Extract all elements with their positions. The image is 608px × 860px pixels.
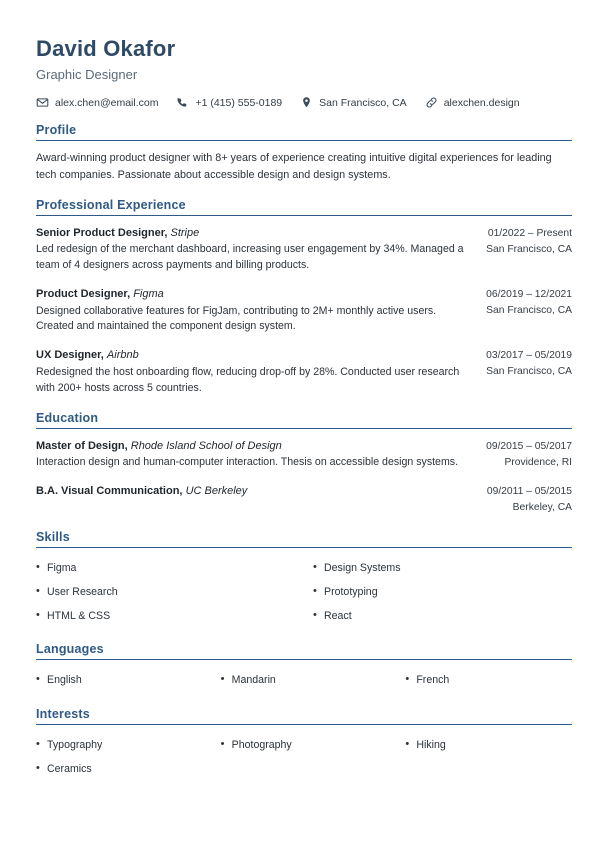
experience-role: UX Designer, xyxy=(36,349,104,362)
experience-heading xyxy=(36,347,472,364)
education-entry-left xyxy=(36,438,486,471)
list-item: • French xyxy=(405,669,572,693)
education-degree: B.A. Visual Communication, xyxy=(36,485,183,497)
section-experience xyxy=(36,198,572,397)
section-title-profile: Profile xyxy=(36,123,77,138)
list-item: • Typography xyxy=(36,734,203,758)
education-dates: 09/2011 – 05/2015 xyxy=(486,486,572,497)
candidate-title: Graphic Designer xyxy=(36,67,138,83)
list-item: • HTML & CSS xyxy=(36,605,295,629)
experience-org: Figma xyxy=(133,288,164,301)
experience-description: Redesigned the host onboarding flow, reducing drop-off by 28%. Conducted user research with 200+ hosts across 5 countries. xyxy=(36,365,460,394)
section-education xyxy=(36,411,572,516)
education-location: Berkeley, CA xyxy=(512,501,572,513)
contact-email-text: alex.chen@email.com xyxy=(55,96,159,109)
phone-icon xyxy=(176,96,189,109)
experience-org: Airbnb xyxy=(106,349,139,362)
education-school: Rhode Island School of Design xyxy=(130,439,282,452)
section-divider xyxy=(36,659,572,660)
experience-heading xyxy=(36,225,472,242)
list-item: • Hiking xyxy=(405,734,572,758)
languages-grid xyxy=(36,669,572,693)
experience-entry-right xyxy=(486,286,572,319)
contact-location-text: San Francisco, CA xyxy=(319,96,407,109)
section-divider xyxy=(36,547,572,548)
section-skills xyxy=(36,530,572,628)
contact-website-text: alexchen.design xyxy=(443,96,520,109)
experience-entry-right xyxy=(486,225,572,258)
list-item: • Prototyping xyxy=(313,581,572,605)
section-divider xyxy=(36,140,572,141)
experience-entry-left xyxy=(36,225,486,274)
experience-role: Product Designer, xyxy=(36,288,131,301)
experience-dates: 01/2022 – Present xyxy=(487,227,572,239)
education-location: Providence, RI xyxy=(504,456,572,468)
section-title-experience: Professional Experience xyxy=(36,197,186,212)
education-degree: Master of Design, xyxy=(36,439,128,452)
education-entry-left xyxy=(36,483,487,501)
list-item: • Design Systems xyxy=(313,557,572,581)
education-entry-right xyxy=(487,483,572,516)
experience-location: San Francisco, CA xyxy=(486,243,572,255)
list-item: • User Research xyxy=(36,581,295,605)
experience-dates: 06/2019 – 12/2021 xyxy=(486,289,572,301)
location-pin-icon xyxy=(300,96,313,109)
experience-entry-right xyxy=(486,347,572,380)
list-item: • React xyxy=(313,605,572,629)
list-item: • Figma xyxy=(36,557,295,581)
experience-entry xyxy=(36,225,572,274)
experience-entry xyxy=(36,347,572,396)
section-title-education: Education xyxy=(36,410,99,425)
section-divider xyxy=(36,428,572,429)
education-description: Interaction design and human-computer interaction. Thesis on accessible design systems. xyxy=(36,456,459,469)
contact-phone[interactable] xyxy=(176,96,282,109)
contact-email[interactable] xyxy=(36,96,158,109)
contact-row xyxy=(36,96,572,109)
contact-location xyxy=(300,96,407,109)
section-languages xyxy=(36,642,572,693)
profile-text: Award-winning product designer with 8+ years of experience creating intuitive digital experiences for leading tech companies. Passionate about accessible design and design systems. xyxy=(36,152,552,182)
experience-entry-left xyxy=(36,347,486,396)
education-heading xyxy=(36,483,473,500)
list-item: • Ceramics xyxy=(36,758,203,782)
section-divider xyxy=(36,724,572,725)
experience-dates: 03/2017 – 05/2019 xyxy=(486,350,572,362)
experience-role: Senior Product Designer, xyxy=(36,226,168,239)
section-profile xyxy=(36,123,572,183)
education-dates: 09/2015 – 05/2017 xyxy=(486,440,572,452)
section-title-languages: Languages xyxy=(36,642,104,657)
experience-description: Designed collaborative features for FigJam, contributing to 2M+ monthly active users. Created and maintained the component design system. xyxy=(36,304,437,333)
experience-description: Led redesign of the merchant dashboard, increasing user engagement by 34%. Managed a team of 4 designers across payments and billing products. xyxy=(36,243,464,272)
education-entry xyxy=(36,438,572,471)
section-interests xyxy=(36,707,572,782)
interests-grid xyxy=(36,734,572,782)
envelope-icon xyxy=(36,96,49,109)
resume-header xyxy=(36,36,572,109)
section-title-interests: Interests xyxy=(36,707,90,722)
experience-heading xyxy=(36,286,472,303)
skills-grid xyxy=(36,557,572,628)
experience-location: San Francisco, CA xyxy=(486,366,572,378)
education-entry-right xyxy=(486,438,572,471)
education-heading xyxy=(36,438,472,455)
list-item: • English xyxy=(36,669,203,693)
list-item: • Mandarin xyxy=(221,669,388,693)
candidate-name: David Okafor xyxy=(36,36,176,61)
education-school: UC Berkeley xyxy=(185,485,248,497)
list-item: • Photography xyxy=(221,734,388,758)
experience-org: Stripe xyxy=(170,226,200,239)
experience-entry-left xyxy=(36,286,486,335)
contact-phone-text: +1 (415) 555-0189 xyxy=(195,96,283,109)
section-title-skills: Skills xyxy=(36,529,70,544)
experience-location: San Francisco, CA xyxy=(486,305,572,316)
contact-website[interactable] xyxy=(425,96,520,109)
link-icon xyxy=(425,96,438,109)
experience-entry xyxy=(36,286,572,335)
education-entry xyxy=(36,483,572,516)
section-divider xyxy=(36,215,572,216)
